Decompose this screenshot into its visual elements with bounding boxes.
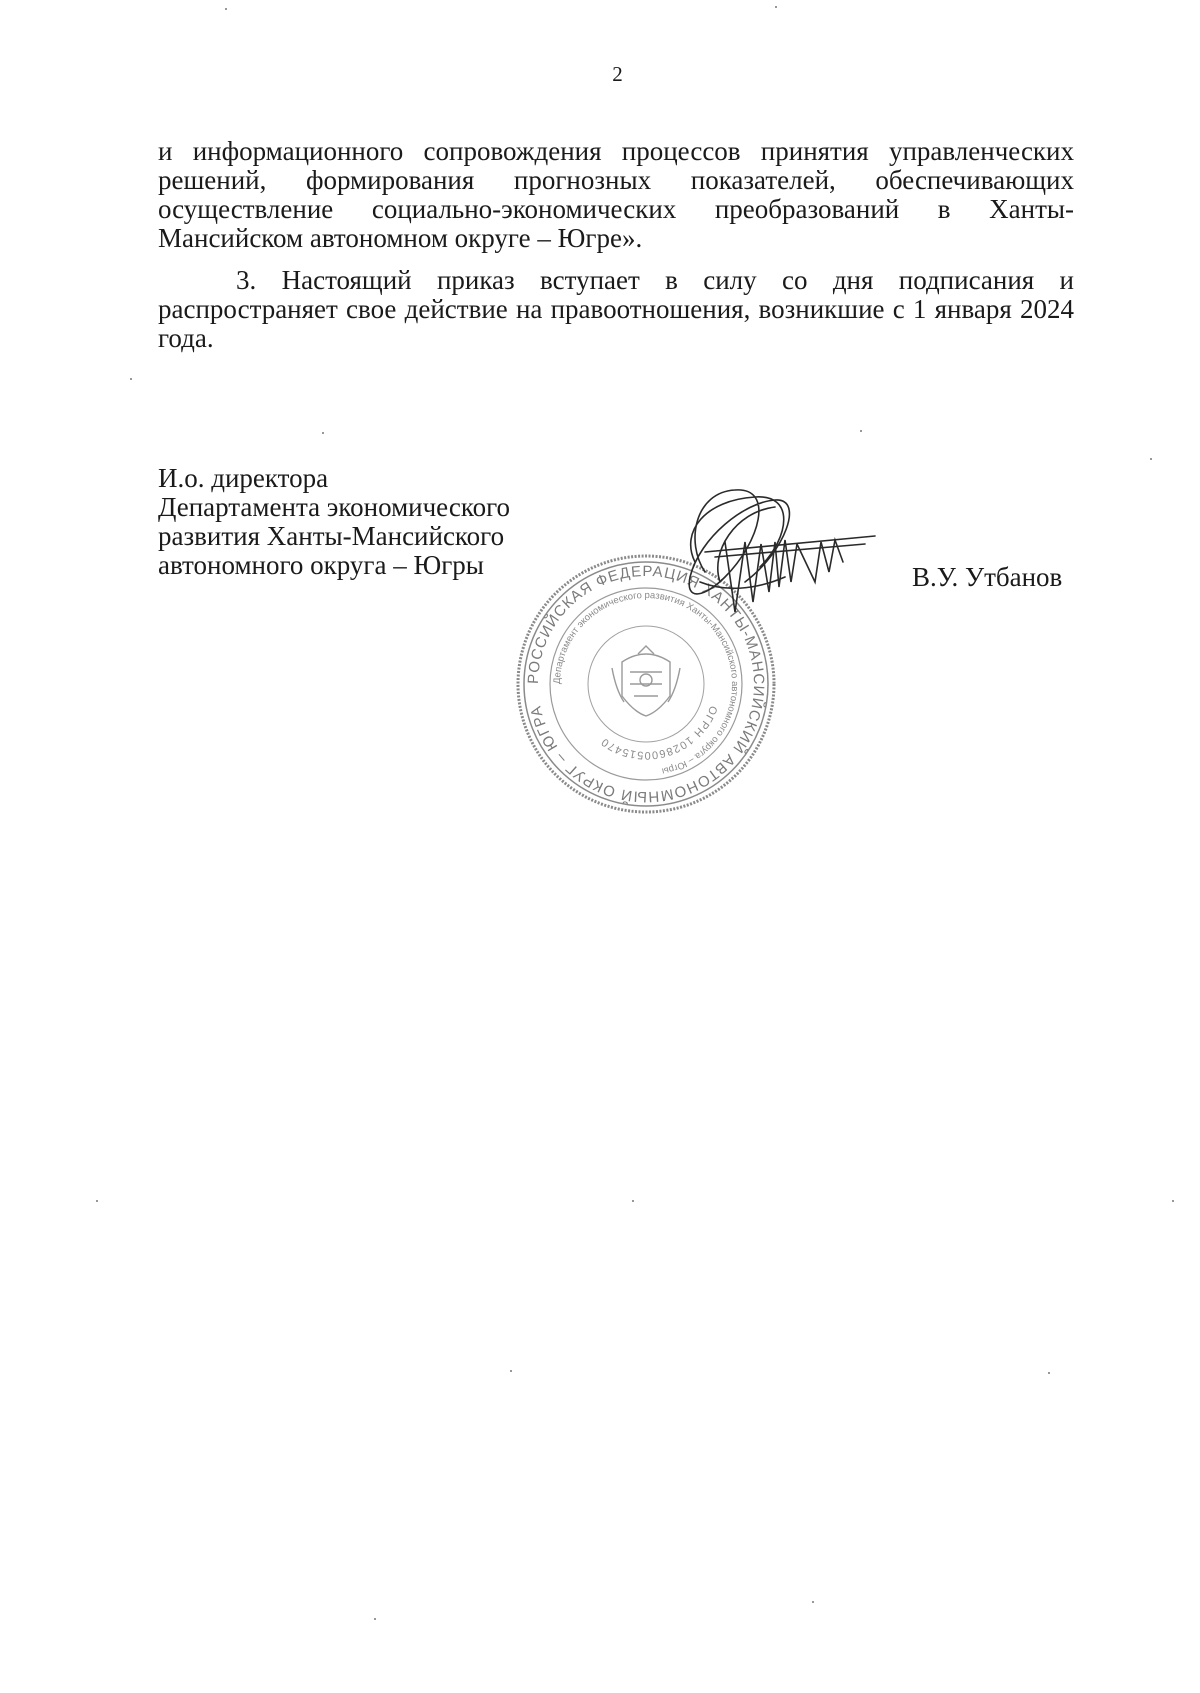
scan-speck: [96, 1200, 98, 1202]
stamp-ogrn: ОГРН 1028600515470: [598, 703, 720, 762]
paragraph-continuation: и информационного сопровождения процессов принятия управленческих решений, формирования прогнозных показателей, обеспечивающих осуществление социально-экономических преобразований в Ханты-Мансийском автономном округе – Югре».: [158, 136, 1074, 253]
paragraph-effective-date: 3. Настоящий приказ вступает в силу со дня подписания и распространяет свое действие на правоотношения, возникшие с 1 января 2024 года.: [158, 265, 1074, 353]
scan-speck: [374, 1618, 376, 1620]
scan-speck: [775, 6, 777, 8]
scan-speck: [860, 430, 862, 432]
position-line: И.о. директора: [158, 463, 329, 493]
position-line: Департамента экономического: [158, 492, 510, 522]
scan-speck: [1048, 1372, 1050, 1374]
stamp-outer-text: РОССИЙСКАЯ ФЕДЕРАЦИЯ ХАНТЫ-МАНСИЙСКИЙ АВТОНОМНЫЙ ОКРУГ – ЮГРА: [524, 562, 768, 806]
page-number: 2: [612, 62, 623, 86]
scan-speck: [812, 1601, 814, 1603]
scan-speck: [1172, 1200, 1174, 1202]
scan-speck: [510, 1370, 512, 1372]
signatory-name: В.У. Утбанов: [912, 562, 1063, 592]
coat-of-arms-icon: [612, 646, 680, 716]
signatory-position: [158, 464, 510, 580]
stamp-inner-text: Департамент экономического развития Ханты-Мансийского автономного округа – Югры: [551, 589, 741, 777]
scan-speck: [130, 378, 132, 380]
scan-speck: [632, 1200, 634, 1202]
scan-speck: [1150, 458, 1152, 460]
scan-speck: [225, 8, 227, 10]
handwritten-signature: [665, 482, 885, 627]
scan-speck: [322, 432, 324, 434]
position-line: развития Ханты-Мансийского: [158, 521, 505, 551]
position-line: автономного округа – Югры: [158, 550, 484, 580]
